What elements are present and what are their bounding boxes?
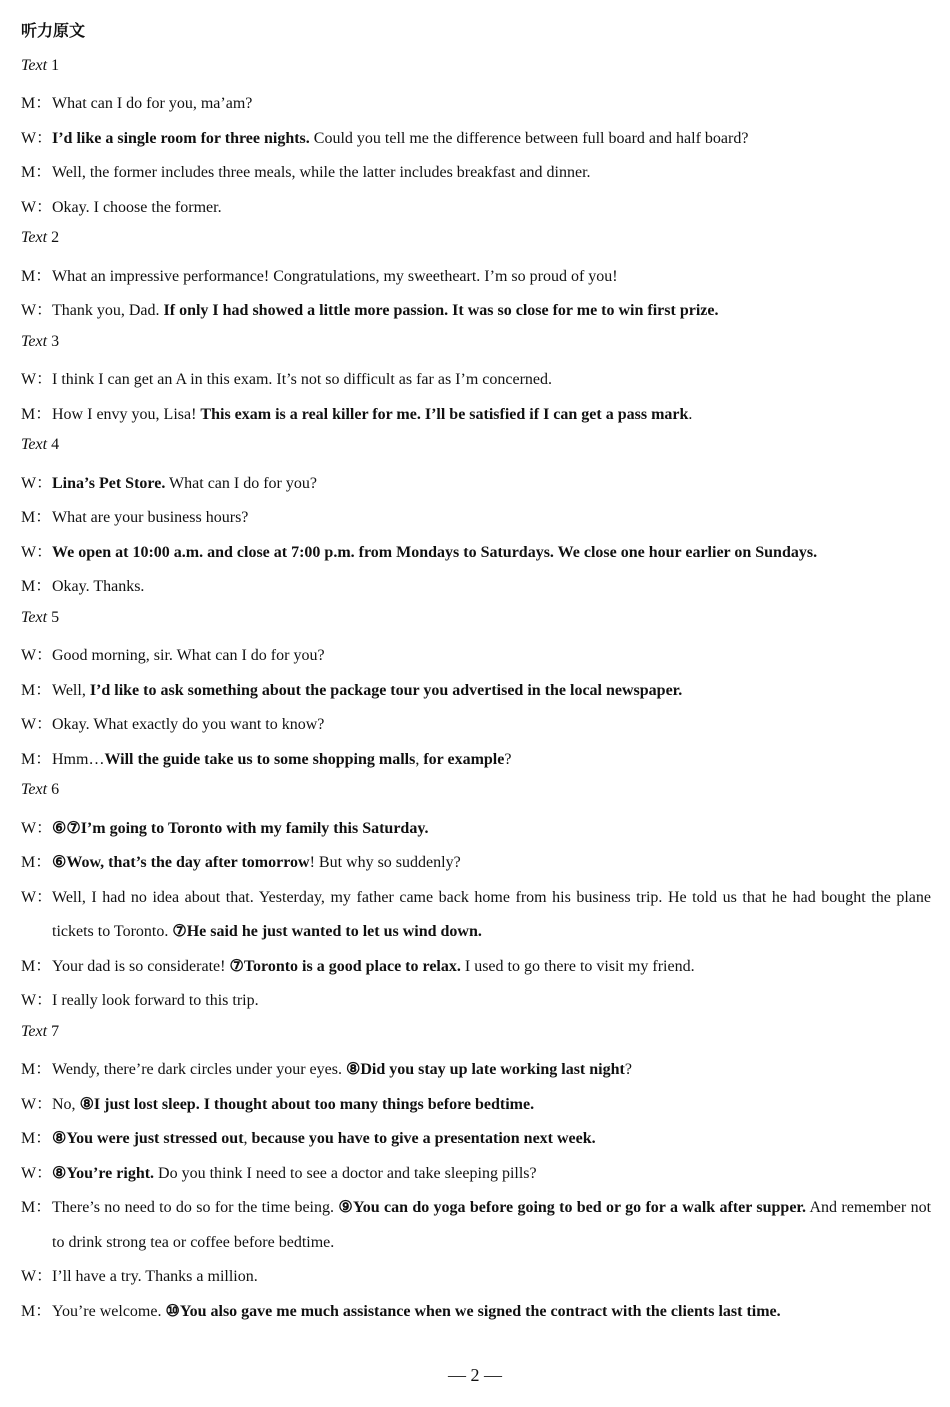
dialogue-text: Well, the former includes three meals, while the latter includes breakfast and dinner. bbox=[52, 164, 591, 181]
text-title-word: Text bbox=[21, 229, 48, 246]
text-section-title bbox=[21, 605, 931, 631]
dialogue-text: Do you think I need to see a doctor and take sleeping pills? bbox=[154, 1164, 537, 1182]
section-heading: 听力原文 bbox=[21, 21, 86, 40]
dialogue-line bbox=[21, 260, 931, 295]
text-title-word: Text bbox=[21, 608, 48, 626]
page-number: — 2 — bbox=[448, 1365, 502, 1385]
speaker-label: W： bbox=[21, 371, 53, 388]
dialogue-line bbox=[21, 501, 931, 536]
speaker-label: M： bbox=[21, 1061, 52, 1078]
text-title-number: 1 bbox=[51, 56, 60, 74]
dialogue-line bbox=[21, 570, 931, 605]
text-section-title bbox=[21, 777, 931, 803]
key-sentence: We open at 10:00 a.m. and close at 7:00 p.m. from Mondays to Saturdays. We close one hour earlier on Sundays. bbox=[52, 543, 818, 561]
key-sentence: I’d like a single room for three nights. bbox=[52, 129, 310, 147]
key-sentence: I’d like to ask something about the package tour you advertised in the local newspaper. bbox=[89, 681, 683, 699]
speaker-label: M： bbox=[21, 164, 52, 181]
dialogue-text: Your dad is so considerate! bbox=[52, 957, 230, 975]
key-sentence: ⑦He said he just wanted to let us wind down. bbox=[172, 923, 482, 940]
dialogue-line bbox=[21, 294, 931, 329]
dialogue-line bbox=[21, 846, 931, 881]
speaker-label: M： bbox=[21, 578, 52, 595]
dialogue-line bbox=[21, 1122, 931, 1157]
speaker-label: W： bbox=[21, 198, 53, 216]
speaker-label: M： bbox=[21, 95, 52, 112]
speaker-label: W： bbox=[21, 302, 53, 319]
speaker-label: M： bbox=[21, 681, 52, 699]
key-sentence: This exam is a real killer for me. I’ll be satisfied if I can get a pass mark bbox=[200, 405, 689, 423]
key-sentence: because you have to give a presentation next week. bbox=[251, 1130, 596, 1147]
speaker-label: W： bbox=[21, 716, 53, 733]
key-sentence: Will the guide take us to some shopping malls bbox=[104, 750, 416, 768]
dialogue-text: And remember not to drink strong tea or coffee before bedtime. bbox=[52, 1199, 932, 1251]
text-title-word: Text bbox=[21, 781, 48, 798]
dialogue-line bbox=[21, 674, 931, 709]
dialogue-text: Well, bbox=[52, 681, 90, 699]
text-title-number: 4 bbox=[51, 436, 60, 453]
dialogue-text: I think I can get an A in this exam. It’s not so difficult as far as I’m concerned. bbox=[52, 371, 553, 388]
text-section-title bbox=[21, 53, 931, 79]
key-sentence: ⑥⑦I’m going to Toronto with my family this Saturday. bbox=[52, 819, 429, 837]
dialogue-text: How I envy you, Lisa! bbox=[52, 405, 201, 423]
dialogue-text: What an impressive performance! Congratulations, my sweetheart. I’m so proud of you! bbox=[52, 267, 618, 285]
key-sentence: ⑦Toronto is a good place to relax. bbox=[229, 957, 461, 975]
dialogue-line bbox=[21, 398, 931, 433]
dialogue-text: Okay. What exactly do you want to know? bbox=[52, 716, 325, 733]
text-title-number: 5 bbox=[51, 608, 60, 626]
key-sentence: for example bbox=[423, 750, 505, 768]
dialogue-line bbox=[21, 1260, 931, 1295]
key-sentence: ⑧Did you stay up late working last night bbox=[345, 1061, 625, 1078]
dialogue-text: I used to go there to visit my friend. bbox=[460, 957, 695, 975]
dialogue-line bbox=[21, 984, 931, 1019]
dialogue-text: , bbox=[243, 1130, 252, 1147]
text-title-word: Text bbox=[21, 332, 48, 350]
dialogue-text: Good morning, sir. What can I do for you? bbox=[52, 647, 325, 664]
dialogue-line bbox=[21, 1053, 931, 1088]
speaker-label: M： bbox=[21, 267, 52, 285]
dialogue-line bbox=[21, 812, 931, 847]
dialogue-text: No, bbox=[52, 1095, 80, 1113]
text-title-number: 7 bbox=[51, 1022, 60, 1040]
speaker-label: W： bbox=[21, 819, 53, 837]
speaker-label: W： bbox=[21, 1164, 53, 1182]
text-section-title bbox=[21, 1019, 931, 1045]
dialogue-line bbox=[21, 708, 931, 743]
dialogue-text: . bbox=[688, 405, 693, 423]
transcript-content bbox=[21, 53, 931, 1330]
dialogue-text: I’ll have a try. Thanks a million. bbox=[52, 1268, 258, 1285]
dialogue-text: What can I do for you? bbox=[165, 474, 317, 492]
text-title-number: 3 bbox=[51, 332, 60, 350]
speaker-label: M： bbox=[21, 957, 52, 975]
dialogue-line bbox=[21, 1295, 931, 1330]
dialogue-line bbox=[21, 950, 931, 985]
text-title-number: 6 bbox=[51, 781, 60, 798]
speaker-label: W： bbox=[21, 474, 53, 492]
dialogue-text: , bbox=[415, 750, 424, 768]
speaker-label: W： bbox=[21, 647, 53, 664]
key-sentence: ⑥Wow, that’s the day after tomorrow bbox=[52, 854, 310, 871]
dialogue-text: You’re welcome. bbox=[52, 1302, 166, 1320]
speaker-label: W： bbox=[21, 1268, 53, 1285]
key-sentence: If only I had showed a little more passion. It was so close for me to win first prize. bbox=[163, 302, 719, 319]
key-sentence: ⑧I just lost sleep. I thought about too many things before bedtime. bbox=[79, 1095, 535, 1113]
dialogue-text: I really look forward to this trip. bbox=[52, 992, 259, 1009]
dialogue-text: ? bbox=[504, 750, 512, 768]
text-section-title bbox=[21, 329, 931, 355]
dialogue-text: Okay. Thanks. bbox=[52, 578, 145, 595]
document-page bbox=[21, 18, 931, 1329]
speaker-label: W： bbox=[21, 992, 53, 1009]
dialogue-text: ! But why so suddenly? bbox=[309, 854, 461, 871]
key-sentence: ⑧You’re right. bbox=[52, 1164, 155, 1182]
dialogue-line bbox=[21, 881, 931, 950]
key-sentence: ⑧You were just stressed out bbox=[52, 1130, 244, 1147]
dialogue-text: Could you tell me the difference between full board and half board? bbox=[309, 129, 749, 147]
dialogue-line bbox=[21, 191, 931, 226]
dialogue-text: There’s no need to do so for the time being. bbox=[52, 1199, 339, 1216]
text-title-word: Text bbox=[21, 1022, 48, 1040]
speaker-label: M： bbox=[21, 405, 52, 423]
speaker-label: M： bbox=[21, 750, 52, 768]
dialogue-line bbox=[21, 743, 931, 778]
dialogue-text: Well, I had no idea about that. Yesterday, my father came back home from his business trip. He told us that he had bought the plane tickets to Toronto. bbox=[52, 888, 931, 940]
dialogue-line bbox=[21, 639, 931, 674]
text-title-word: Text bbox=[21, 436, 48, 453]
text-title-number: 2 bbox=[51, 229, 60, 246]
key-sentence: ⑩You also gave me much assistance when we signed the contract with the clients last time. bbox=[165, 1302, 781, 1320]
dialogue-line bbox=[21, 467, 931, 502]
text-section-title bbox=[21, 225, 931, 251]
dialogue-line bbox=[21, 122, 931, 157]
dialogue-line bbox=[21, 156, 931, 191]
speaker-label: W： bbox=[21, 543, 53, 561]
key-sentence: Lina’s Pet Store. bbox=[52, 474, 166, 492]
text-title-word: Text bbox=[21, 56, 48, 74]
dialogue-line bbox=[21, 87, 931, 122]
speaker-label: W： bbox=[21, 888, 53, 906]
text-section-title bbox=[21, 432, 931, 458]
speaker-label: M： bbox=[21, 1199, 52, 1216]
speaker-label: W： bbox=[21, 1095, 53, 1113]
dialogue-line bbox=[21, 536, 931, 571]
dialogue-text: ? bbox=[624, 1061, 632, 1078]
dialogue-line bbox=[21, 363, 931, 398]
dialogue-line bbox=[21, 1157, 931, 1192]
dialogue-line bbox=[21, 1191, 931, 1260]
dialogue-text: Okay. I choose the former. bbox=[52, 198, 222, 216]
dialogue-line bbox=[21, 1088, 931, 1123]
dialogue-text: What are your business hours? bbox=[52, 509, 249, 526]
speaker-label: M： bbox=[21, 1130, 52, 1147]
speaker-label: W： bbox=[21, 129, 53, 147]
key-sentence: ⑨You can do yoga before going to bed or go for a walk after supper. bbox=[338, 1199, 807, 1216]
speaker-label: M： bbox=[21, 1302, 52, 1320]
speaker-label: M： bbox=[21, 854, 52, 871]
speaker-label: M： bbox=[21, 509, 52, 526]
dialogue-text: Hmm… bbox=[52, 750, 105, 768]
dialogue-text: What can I do for you, ma’am? bbox=[52, 95, 253, 112]
dialogue-text: Wendy, there’re dark circles under your eyes. bbox=[52, 1061, 346, 1078]
dialogue-text: Thank you, Dad. bbox=[52, 302, 164, 319]
